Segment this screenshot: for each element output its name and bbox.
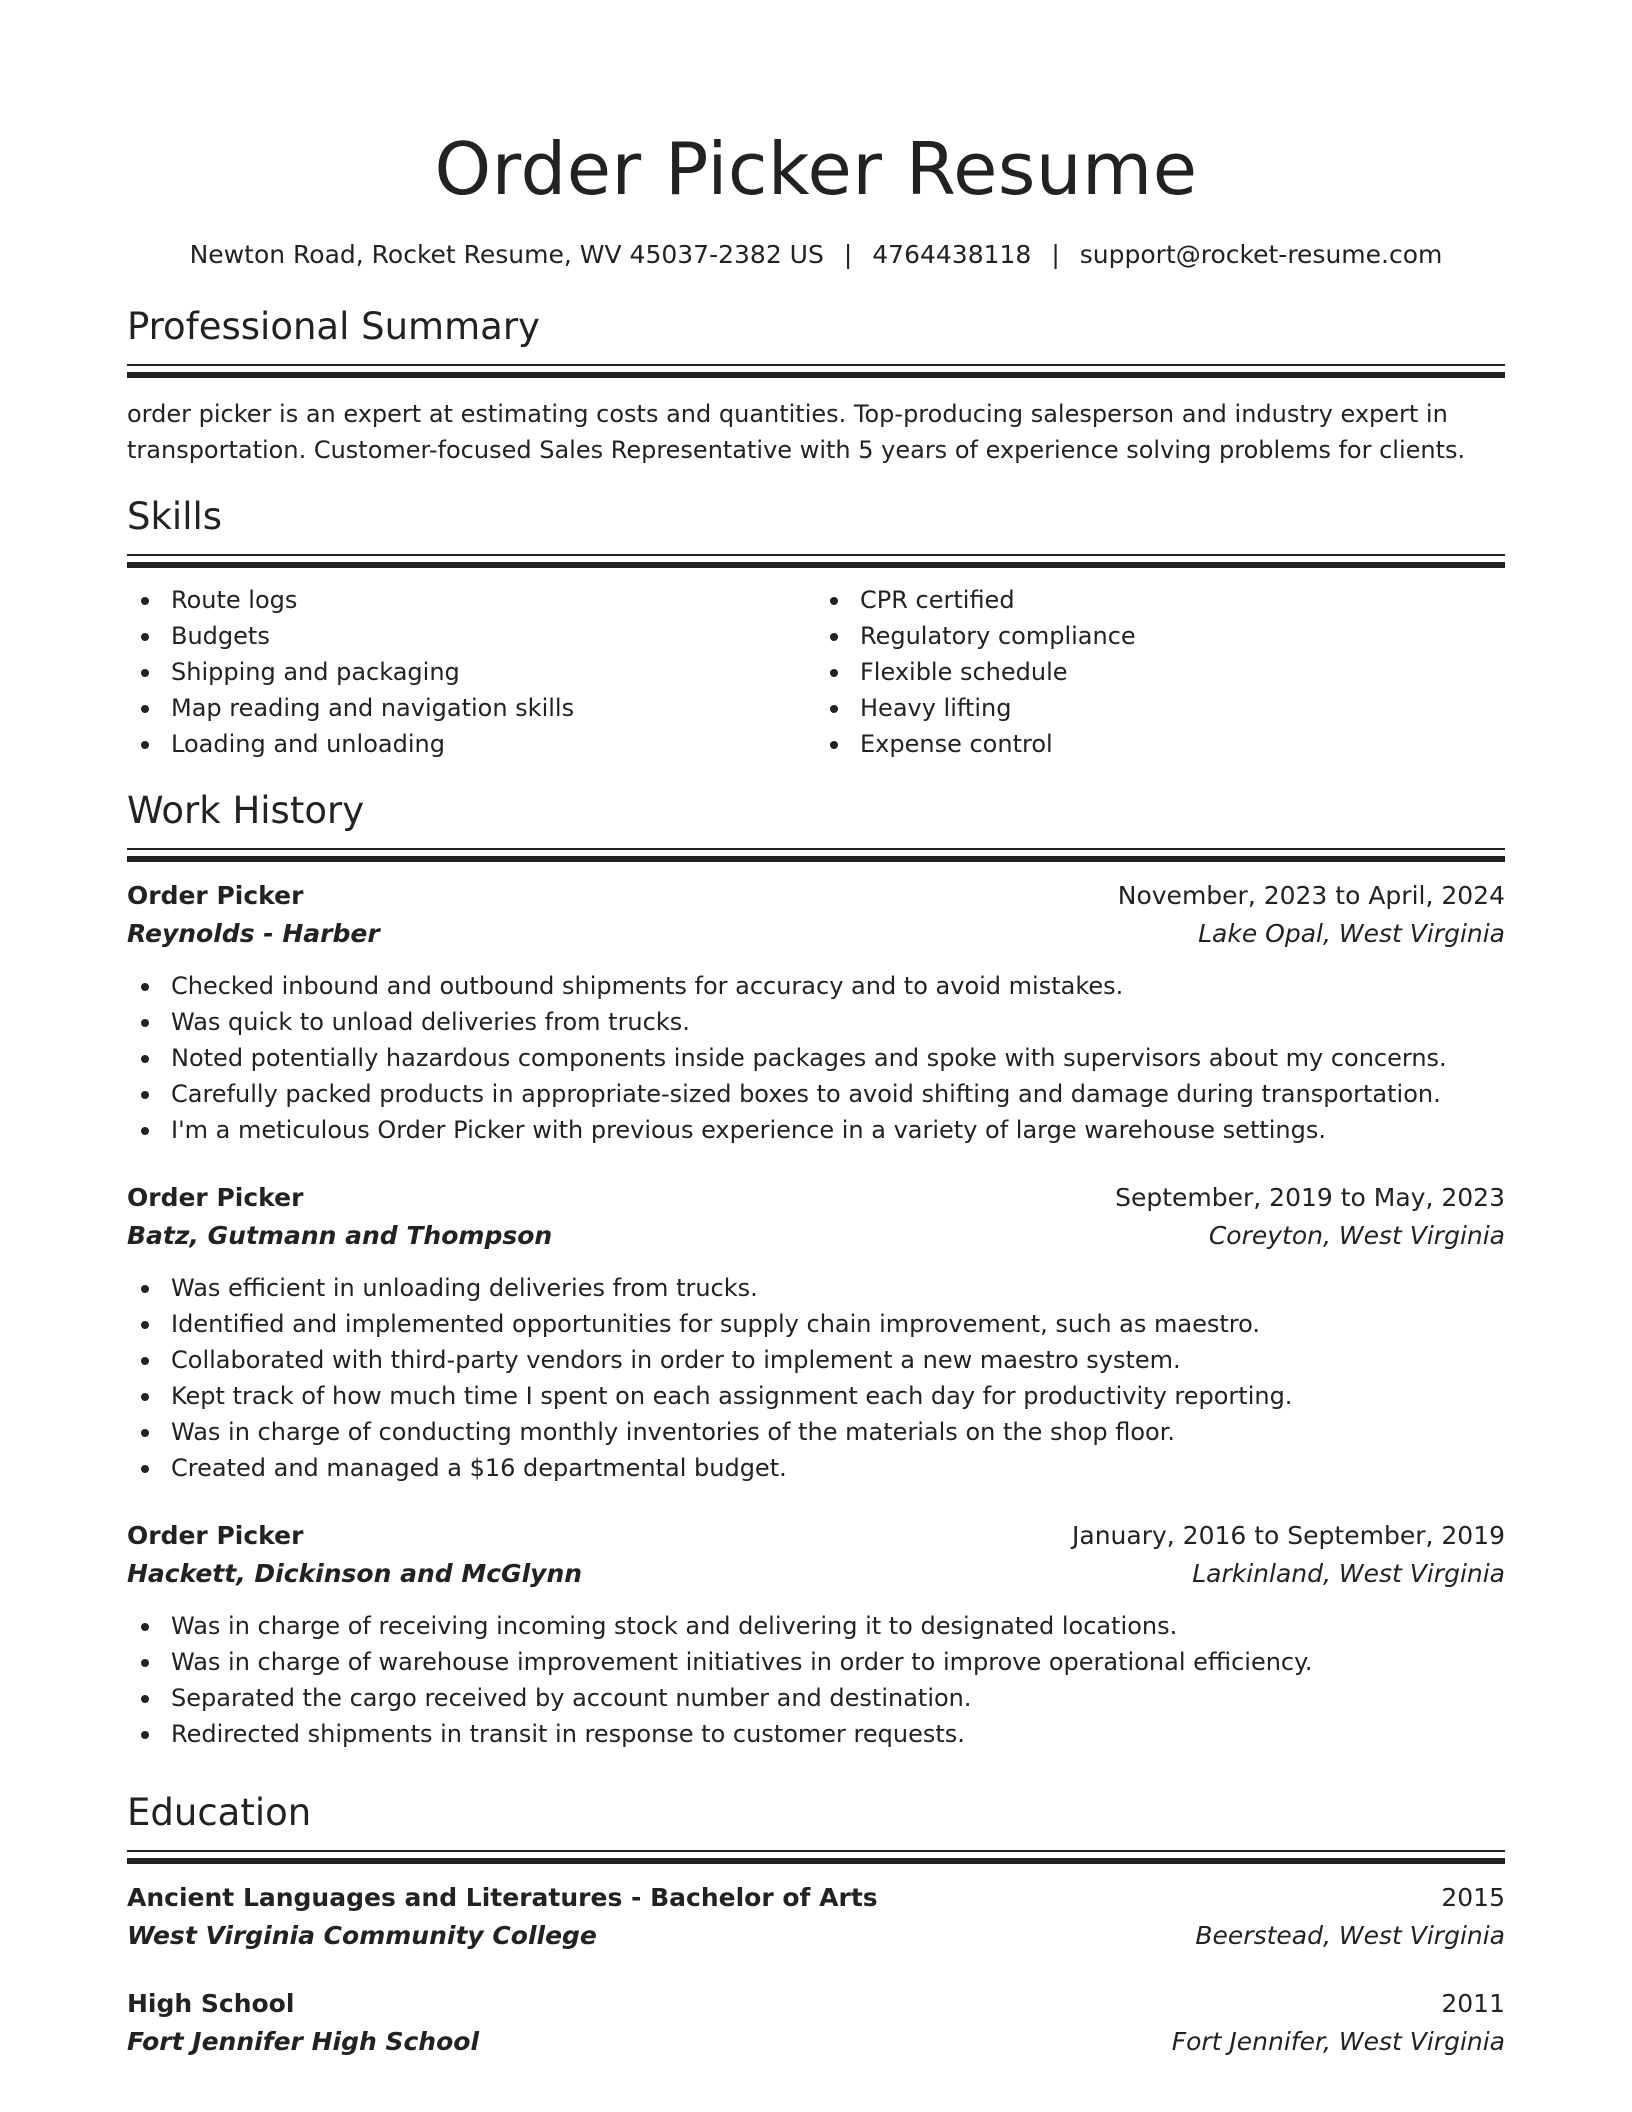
contact-separator: | bbox=[1051, 240, 1060, 269]
education-year: 2015 bbox=[1441, 1883, 1505, 1912]
job-duty-item bbox=[127, 1644, 1505, 1680]
job-duty-item-text: Was efficient in unloading deliveries from trucks. bbox=[171, 1274, 758, 1302]
skill-item-text: Regulatory compliance bbox=[860, 622, 1136, 650]
job-duty-item-text: I'm a meticulous Order Picker with previous experience in a variety of large warehouse settings. bbox=[171, 1116, 1327, 1144]
education-entry bbox=[127, 1880, 1505, 1956]
job-duty-item-text: Collaborated with third-party vendors in order to implement a new maestro system. bbox=[171, 1346, 1181, 1374]
job-duty-item-text: Kept track of how much time I spent on each assignment each day for productivity reporting. bbox=[171, 1382, 1293, 1410]
job-duty-item-text: Identified and implemented opportunities for supply chain improvement, such as maestro. bbox=[171, 1310, 1260, 1338]
skill-item bbox=[816, 726, 1505, 762]
job-location: Lake Opal, West Virginia bbox=[1198, 919, 1505, 948]
skill-item-text: Route logs bbox=[171, 586, 298, 614]
bullet-dot-icon bbox=[141, 1019, 149, 1027]
skill-item-text: Heavy lifting bbox=[860, 694, 1012, 722]
skill-item bbox=[816, 618, 1505, 654]
skill-item bbox=[127, 618, 816, 654]
job-duty-item bbox=[127, 1680, 1505, 1716]
bullet-dot-icon bbox=[830, 669, 838, 677]
job-duty-item bbox=[127, 1716, 1505, 1752]
bullet-dot-icon bbox=[141, 741, 149, 749]
contact-address: Newton Road, Rocket Resume, WV 45037-2382 US bbox=[189, 240, 824, 269]
education-school-row bbox=[127, 1916, 1505, 1956]
contact-email: support@rocket-resume.com bbox=[1079, 240, 1443, 269]
job-duty-item-text: Was in charge of conducting monthly inventories of the materials on the shop floor. bbox=[171, 1418, 1176, 1446]
bullet-dot-icon bbox=[141, 1695, 149, 1703]
skill-item-text: Loading and unloading bbox=[171, 730, 445, 758]
bullet-dot-icon bbox=[141, 1091, 149, 1099]
bullet-dot-icon bbox=[141, 1321, 149, 1329]
skill-item-text: CPR certified bbox=[860, 586, 1015, 614]
job-dates: January, 2016 to September, 2019 bbox=[1072, 1521, 1505, 1550]
bullet-dot-icon bbox=[141, 1393, 149, 1401]
bullet-dot-icon bbox=[141, 1357, 149, 1365]
job-duty-item-text: Was in charge of warehouse improvement initiatives in order to improve operational efficiency. bbox=[171, 1648, 1313, 1676]
job-company-row bbox=[127, 1216, 1505, 1256]
job-duty-item bbox=[127, 1004, 1505, 1040]
contact-line bbox=[127, 238, 1505, 272]
skills-columns bbox=[127, 582, 1505, 762]
education-header-row bbox=[127, 1986, 1505, 2022]
bullet-dot-icon bbox=[141, 1429, 149, 1437]
job-duty-item bbox=[127, 1040, 1505, 1076]
job-list bbox=[127, 878, 1505, 1752]
skill-item-text: Expense control bbox=[860, 730, 1053, 758]
job-duty-item bbox=[127, 1270, 1505, 1306]
job-company-row bbox=[127, 914, 1505, 954]
job-duty-item bbox=[127, 1342, 1505, 1378]
skills-column-right bbox=[816, 582, 1505, 762]
skill-item bbox=[127, 654, 816, 690]
contact-separator: | bbox=[843, 240, 853, 269]
job-duty-item-text: Created and managed a $16 departmental budget. bbox=[171, 1454, 787, 1482]
section-rule bbox=[127, 364, 1505, 378]
skill-item bbox=[127, 582, 816, 618]
skill-item-text: Map reading and navigation skills bbox=[171, 694, 575, 722]
job-duty-item-text: Carefully packed products in appropriate-sized boxes to avoid shifting and damage during transportation. bbox=[171, 1080, 1441, 1108]
bullet-dot-icon bbox=[830, 597, 838, 605]
skills-section bbox=[127, 492, 1505, 762]
education-entry bbox=[127, 1986, 1505, 2062]
bullet-dot-icon bbox=[830, 741, 838, 749]
education-school: Fort Jennifer High School bbox=[127, 2027, 480, 2056]
bullet-dot-icon bbox=[141, 1731, 149, 1739]
job-duty-item bbox=[127, 968, 1505, 1004]
work-history-heading: Work History bbox=[127, 789, 365, 832]
job-company: Batz, Gutmann and Thompson bbox=[127, 1221, 553, 1250]
skill-item bbox=[816, 654, 1505, 690]
job-title: Order Picker bbox=[127, 1521, 304, 1550]
job-location: Coreyton, West Virginia bbox=[1208, 1221, 1505, 1250]
bullet-dot-icon bbox=[141, 1465, 149, 1473]
job-duty-item-text: Redirected shipments in transit in response to customer requests. bbox=[171, 1720, 965, 1748]
job-dates: November, 2023 to April, 2024 bbox=[1117, 881, 1505, 910]
bullet-dot-icon bbox=[141, 1127, 149, 1135]
bullet-dot-icon bbox=[141, 983, 149, 991]
job-duty-item bbox=[127, 1112, 1505, 1148]
education-heading: Education bbox=[127, 1791, 312, 1834]
skill-item bbox=[816, 582, 1505, 618]
job-duties-list bbox=[127, 1270, 1505, 1486]
job-title: Order Picker bbox=[127, 1183, 304, 1212]
skill-item bbox=[127, 690, 816, 726]
education-location: Fort Jennifer, West Virginia bbox=[1171, 2027, 1505, 2056]
summary-heading: Professional Summary bbox=[127, 305, 540, 348]
education-school-row bbox=[127, 2022, 1505, 2062]
bullet-dot-icon bbox=[141, 705, 149, 713]
bullet-dot-icon bbox=[141, 669, 149, 677]
job-duty-item-text: Checked inbound and outbound shipments for accuracy and to avoid mistakes. bbox=[171, 972, 1124, 1000]
job-entry bbox=[127, 1518, 1505, 1752]
bullet-dot-icon bbox=[141, 1055, 149, 1063]
job-header-row bbox=[127, 1518, 1505, 1554]
work-history-section bbox=[127, 786, 1505, 1752]
bullet-dot-icon bbox=[830, 705, 838, 713]
education-list bbox=[127, 1880, 1505, 2062]
job-duty-item-text: Separated the cargo received by account number and destination. bbox=[171, 1684, 972, 1712]
job-company-row bbox=[127, 1554, 1505, 1594]
bullet-dot-icon bbox=[830, 633, 838, 641]
education-header-row bbox=[127, 1880, 1505, 1916]
bullet-dot-icon bbox=[141, 597, 149, 605]
skills-column-left bbox=[127, 582, 816, 762]
job-duty-item bbox=[127, 1450, 1505, 1486]
job-company: Reynolds - Harber bbox=[127, 919, 380, 948]
contact-phone: 4764438118 bbox=[872, 240, 1032, 269]
section-rule bbox=[127, 554, 1505, 568]
job-duty-item bbox=[127, 1608, 1505, 1644]
education-section bbox=[127, 1788, 1505, 2062]
education-degree: High School bbox=[127, 1989, 295, 2018]
job-title: Order Picker bbox=[127, 881, 304, 910]
job-entry bbox=[127, 1180, 1505, 1486]
job-duty-item bbox=[127, 1414, 1505, 1450]
bullet-dot-icon bbox=[141, 1623, 149, 1631]
summary-section bbox=[127, 302, 1505, 468]
job-header-row bbox=[127, 1180, 1505, 1216]
education-school: West Virginia Community College bbox=[127, 1921, 597, 1950]
education-year: 2011 bbox=[1441, 1989, 1505, 2018]
bullet-dot-icon bbox=[141, 1285, 149, 1293]
education-location: Beerstead, West Virginia bbox=[1195, 1921, 1505, 1950]
skill-item-text: Flexible schedule bbox=[860, 658, 1068, 686]
summary-text: order picker is an expert at estimating costs and quantities. Top-producing salesperson and industry expert in transportation. Customer-focused Sales Representative with 5 years of experience solving problems for clients. bbox=[127, 400, 1466, 464]
skill-item bbox=[127, 726, 816, 762]
job-duty-item-text: Was quick to unload deliveries from trucks. bbox=[171, 1008, 690, 1036]
job-company: Hackett, Dickinson and McGlynn bbox=[127, 1559, 583, 1588]
job-duty-item bbox=[127, 1306, 1505, 1342]
job-duties-list bbox=[127, 1608, 1505, 1752]
job-header-row bbox=[127, 878, 1505, 914]
section-rule bbox=[127, 848, 1505, 862]
bullet-dot-icon bbox=[141, 1659, 149, 1667]
job-dates: September, 2019 to May, 2023 bbox=[1115, 1183, 1505, 1212]
skill-item-text: Budgets bbox=[171, 622, 270, 650]
skill-item bbox=[816, 690, 1505, 726]
skill-item-text: Shipping and packaging bbox=[171, 658, 460, 686]
education-degree: Ancient Languages and Literatures - Bachelor of Arts bbox=[127, 1883, 878, 1912]
job-duties-list bbox=[127, 968, 1505, 1148]
job-duty-item bbox=[127, 1076, 1505, 1112]
resume-title: Order Picker Resume bbox=[434, 127, 1198, 211]
skills-heading: Skills bbox=[127, 495, 223, 538]
job-location: Larkinland, West Virginia bbox=[1192, 1559, 1505, 1588]
job-duty-item bbox=[127, 1378, 1505, 1414]
bullet-dot-icon bbox=[141, 633, 149, 641]
job-duty-item-text: Noted potentially hazardous components inside packages and spoke with supervisors about my concerns. bbox=[171, 1044, 1447, 1072]
section-rule bbox=[127, 1850, 1505, 1864]
job-entry bbox=[127, 878, 1505, 1148]
job-duty-item-text: Was in charge of receiving incoming stock and delivering it to designated locations. bbox=[171, 1612, 1178, 1640]
